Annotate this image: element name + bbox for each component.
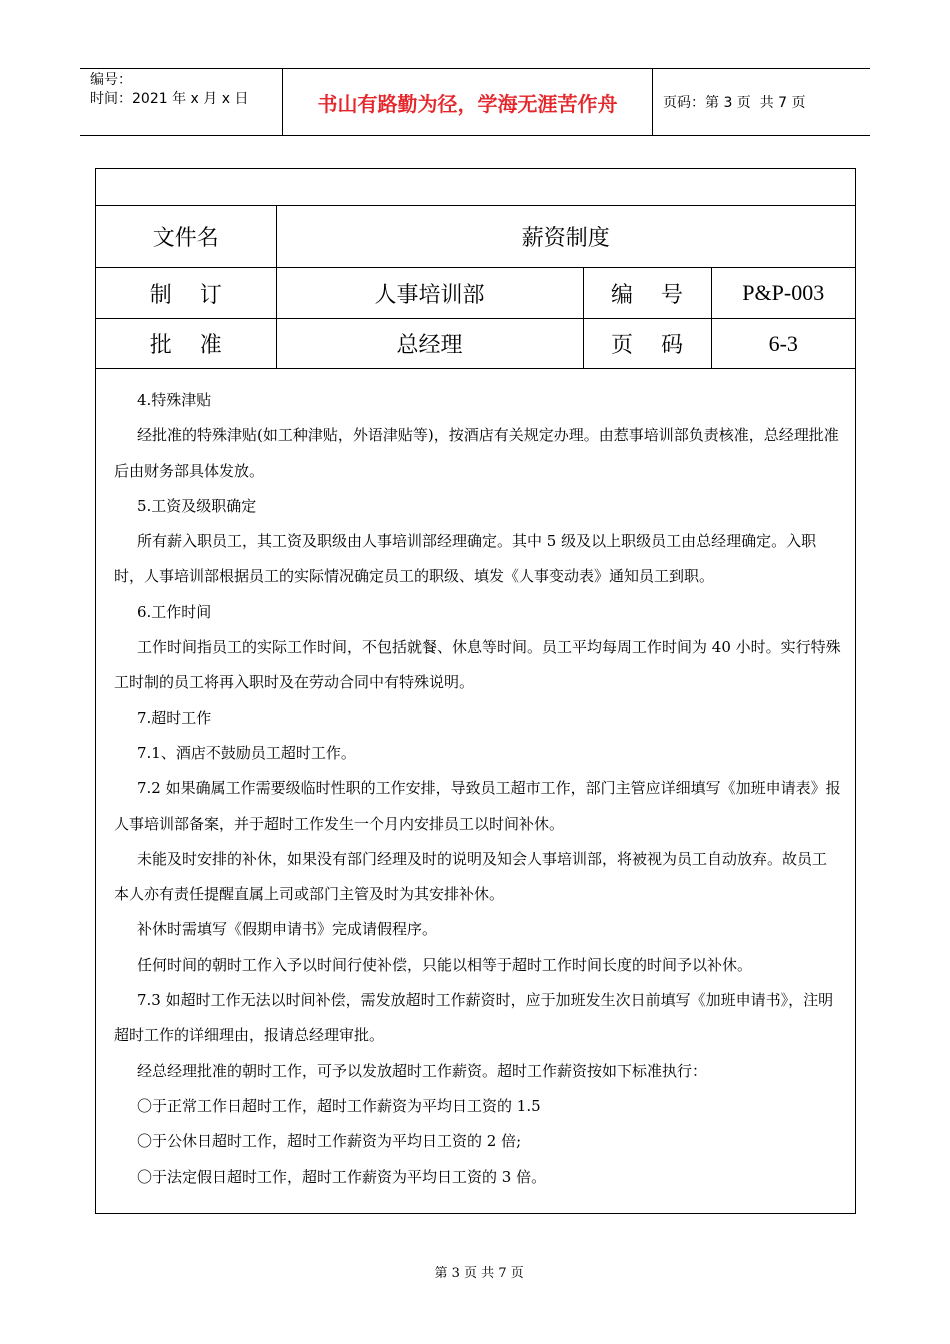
header-page-text: 页码：第 3 页 共 7 页 — [663, 95, 806, 111]
approved-value: 总经理 — [276, 319, 583, 369]
meta-row-made-by — [96, 268, 855, 319]
header-page-info — [653, 69, 870, 135]
list-item: 〇于正常工作日超时工作，超时工作薪资为平均日工资的 1.5 — [137, 1096, 541, 1115]
page-footer — [0, 1247, 950, 1281]
list-item: 〇于公休日超时工作，超时工作薪资为平均日工资的 2 倍; — [137, 1132, 522, 1151]
section-title: 5.工资及级职确定 — [137, 496, 257, 515]
paragraph: 经总经理批准的朝时工作，可予以发放超时工作薪资。超时工作薪资按如下标准执行： — [137, 1061, 708, 1080]
document-date: 时间：2021 年 x 月 x 日 — [90, 91, 249, 107]
file-name-label: 文件名 — [96, 206, 276, 268]
meta-row-filename — [96, 206, 855, 268]
paragraph: 未能及时安排的补休，如果没有部门经理及时的说明及知会人事培训部，将被视为员工自动放弃。故员工本人亦有责任提醒直属上司或部门主管及时为其安排补休。 — [114, 849, 828, 904]
made-by-label: 制 订 — [96, 268, 276, 319]
header-info — [80, 69, 282, 135]
document-meta-table — [96, 205, 855, 369]
paragraph: 7.2 如果确属工作需要级临时性职的工作安排，导致员工超市工作，部门主管应详细填写《加班申请表》报人事培训部备案，并于超时工作发生一个月内安排员工以时间补休。 — [114, 779, 841, 833]
document-frame — [95, 168, 856, 1214]
paragraph: 经批准的特殊津贴(如工种津贴，外语津贴等)，按酒店有关规定办理。由惹事培训部负责核准，总经理批准后由财务部具体发放。 — [114, 426, 839, 480]
document-number: 编号： — [90, 72, 132, 88]
meta-row-approved — [96, 319, 855, 369]
paragraph: 所有薪入职员工，其工资及职级由人事培训部经理确定。其中 5 级及以上职级员工由总经理确定。入职时，人事培训部根据员工的实际情况确定员工的职级、填发《人事变动表》通知员工到职。 — [114, 532, 817, 586]
section-title: 7.超时工作 — [137, 708, 212, 727]
made-by-value: 人事培训部 — [276, 268, 583, 319]
list-item: 〇于法定假日超时工作，超时工作薪资为平均日工资的 3 倍。 — [137, 1167, 547, 1186]
code-value: P&P-003 — [711, 268, 855, 319]
section-title: 6.工作时间 — [137, 602, 212, 621]
page-header — [80, 68, 870, 136]
paragraph: 补休时需填写《假期申请书》完成请假程序。 — [137, 920, 438, 939]
approved-label: 批 准 — [96, 319, 276, 369]
page-value: 6-3 — [711, 319, 855, 369]
paragraph: 工作时间指员工的实际工作时间，不包括就餐、休息等时间。员工平均每周工作时间为 40 小时。实行特殊工时制的员工将再入职时及在劳动合同中有特殊说明。 — [114, 638, 841, 692]
code-label: 编 号 — [583, 268, 711, 319]
page-label: 页 码 — [583, 319, 711, 369]
paragraph: 7.1、酒店不鼓励员工超时工作。 — [137, 743, 356, 762]
paragraph: 任何时间的朝时工作入予以时间行使补偿，只能以相等于超时工作时间长度的时间予以补休。 — [137, 955, 753, 974]
footer-page-number: 第 3 页 共 7 页 — [434, 1266, 524, 1281]
paragraph: 7.3 如超时工作无法以时间补偿，需发放超时工作薪资时，应于加班发生次日前填写《加班申请书》，注明超时工作的详细理由，报请总经理审批。 — [114, 991, 834, 1045]
section-title: 4.特殊津贴 — [137, 391, 212, 409]
header-motto: 书山有路勤为径，学海无涯苦作舟 — [282, 69, 653, 135]
document-body — [96, 372, 855, 1195]
file-name-value: 薪资制度 — [276, 206, 855, 268]
